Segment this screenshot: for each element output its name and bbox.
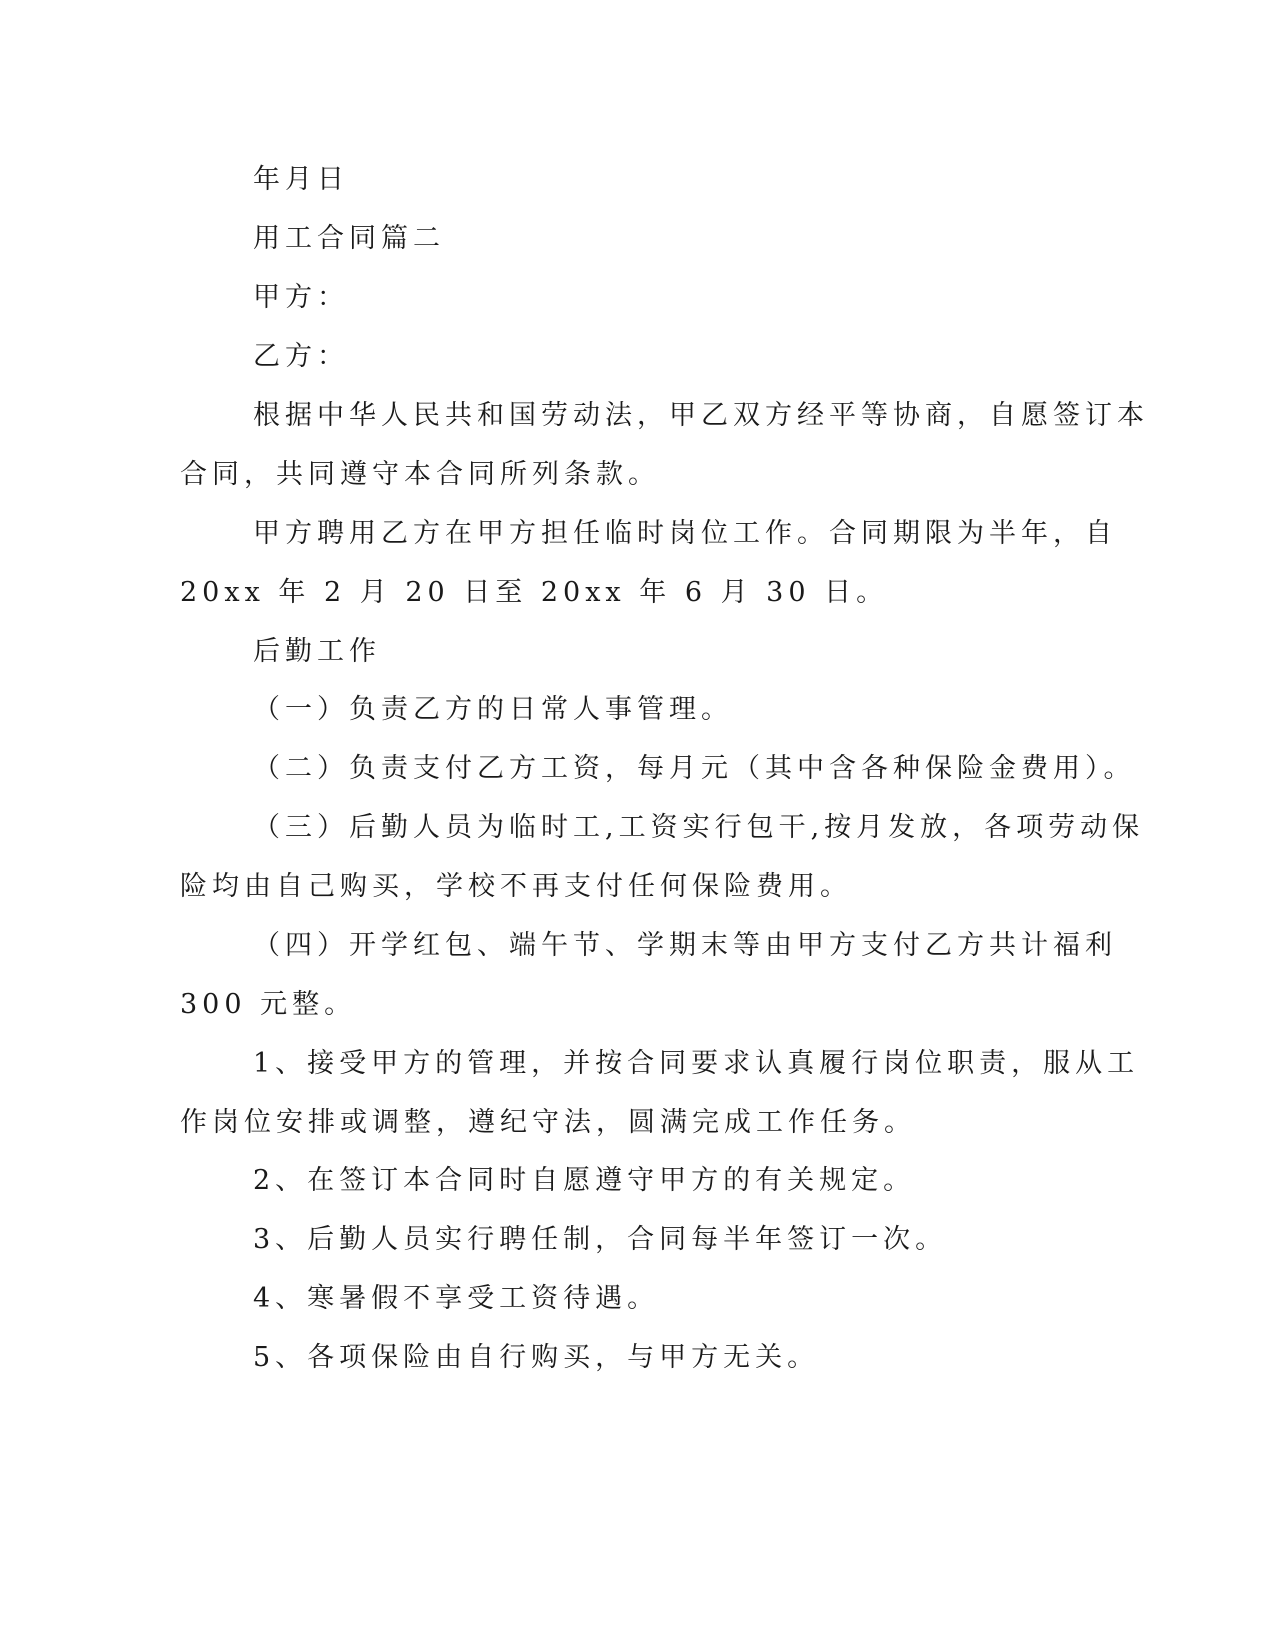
subheading: 后勤工作 xyxy=(253,636,381,667)
list-item: 4、寒暑假不享受工资待遇。 xyxy=(253,1283,660,1314)
list-item: 3、后勤人员实行聘任制，合同每半年签订一次。 xyxy=(253,1224,948,1255)
list-item-continued: 险均由自己购买，学校不再支付任何保险费用。 xyxy=(180,871,852,902)
paragraph-line: 合同，共同遵守本合同所列条款。 xyxy=(180,459,660,490)
party-a-line: 甲方： xyxy=(253,282,349,313)
paragraph-line: 根据中华人民共和国劳动法，甲乙双方经平等协商，自愿签订本 xyxy=(253,400,1149,431)
list-item-continued: 300 元整。 xyxy=(180,989,357,1020)
section-title: 用工合同篇二 xyxy=(253,223,445,254)
list-item: 1、接受甲方的管理，并按合同要求认真履行岗位职责，服从工 xyxy=(253,1048,1140,1079)
date-line: 年月日 xyxy=(253,164,349,195)
paragraph-line: 甲方聘用乙方在甲方担任临时岗位工作。合同期限为半年，自 xyxy=(253,518,1117,549)
list-item: 2、在签订本合同时自愿遵守甲方的有关规定。 xyxy=(253,1165,916,1196)
list-item: （四）开学红包、端午节、学期末等由甲方支付乙方共计福利 xyxy=(253,930,1117,961)
paragraph-line: 20xx 年 2 月 20 日至 20xx 年 6 月 30 日。 xyxy=(180,577,889,608)
list-item: （一）负责乙方的日常人事管理。 xyxy=(253,694,733,725)
list-item: （三）后勤人员为临时工,工资实行包干,按月发放，各项劳动保 xyxy=(253,812,1145,843)
list-item: 5、各项保险由自行购买，与甲方无关。 xyxy=(253,1342,820,1373)
list-item: （二）负责支付乙方工资，每月元（其中含各种保险金费用）。 xyxy=(253,753,1136,784)
list-item-continued: 作岗位安排或调整，遵纪守法，圆满完成工作任务。 xyxy=(180,1107,916,1138)
party-b-line: 乙方： xyxy=(253,341,349,372)
